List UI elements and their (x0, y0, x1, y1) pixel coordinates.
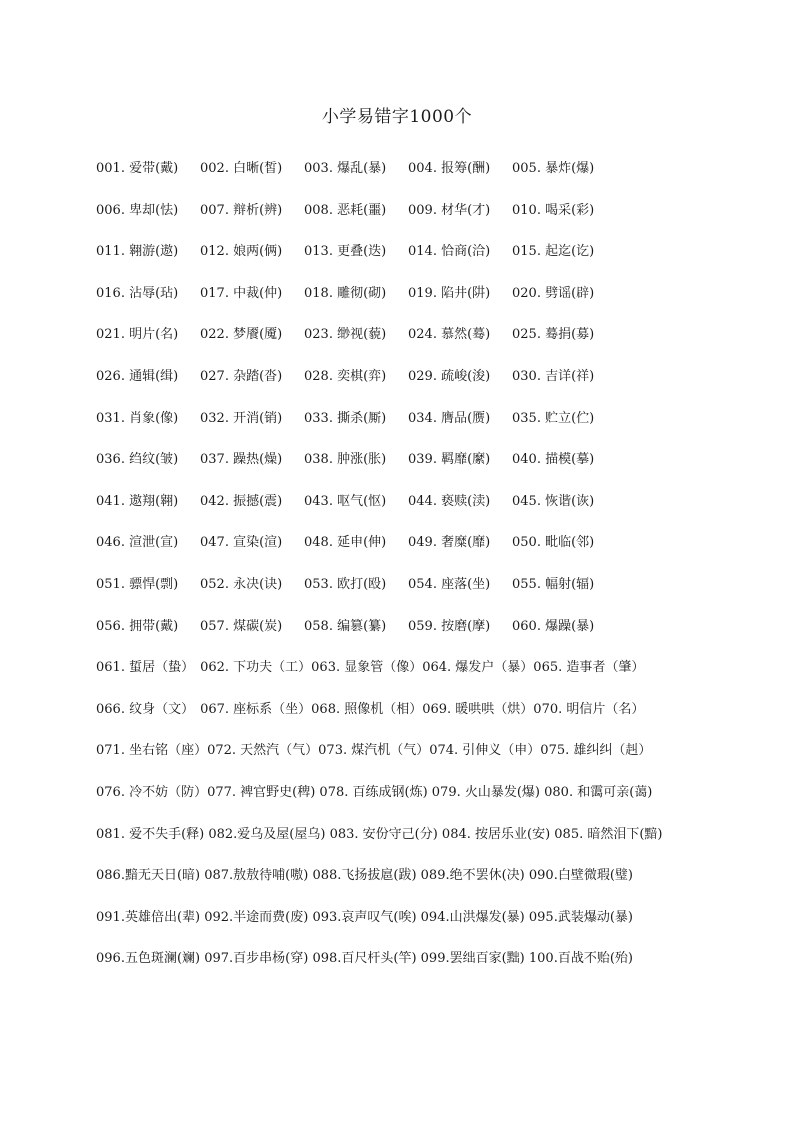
word-entry: 027. 杂踏(沓) (200, 368, 283, 384)
word-entry: 042. 振撼(震) (200, 493, 283, 509)
word-list-row (96, 689, 700, 731)
word-entry: 004. 报筹(酬) (408, 161, 491, 176)
word-list (96, 148, 700, 980)
word-entry: 086.黯无天日(暗) 087.敖敖待哺(嗷) 088.飞扬拔扈(跋) 089.绝不罢休(决) 090.白壁微瑕(璧) (96, 868, 633, 884)
word-entry: 054. 座落(坐) (408, 576, 491, 592)
word-entry: 014. 恰商(洽) (408, 244, 491, 260)
word-entry: 008. 恶耗(噩) (304, 202, 387, 218)
word-entry: 039. 羁靡(縻) (408, 452, 491, 468)
word-entry: 057. 煤碳(炭) (200, 618, 283, 634)
word-entry: 034. 膺品(赝) (408, 410, 491, 426)
word-entry: 060. 爆躁(暴) (512, 618, 595, 634)
word-entry: 015. 起迄(讫) (512, 244, 595, 260)
word-entry: 091.英雄倍出(辈) 092.半途而费(废) 093.哀声叹气(唉) 094.山洪爆发(暴) 095.武装爆动(暴) (96, 909, 633, 925)
word-entry: 025. 蓦捐(募) (512, 327, 595, 343)
word-entry: 081. 爱不失手(释) 082.爱乌及屋(屋乌) 083. 安份守己(分) 084. 按居乐业(安) 085. 暗然泪下(黯) (96, 826, 663, 842)
word-list-row (96, 897, 700, 939)
word-entry: 048. 延申(伸) (304, 535, 387, 551)
word-list-row (96, 148, 700, 190)
word-entry: 028. 奕棋(弈) (304, 368, 387, 384)
word-entry: 018. 雕彻(砌) (304, 285, 387, 301)
word-entry: 002. 白晰(皙) (200, 161, 283, 176)
word-list-row (96, 730, 700, 772)
word-entry: 030. 吉详(祥) (512, 368, 595, 384)
word-entry: 003. 爆乱(暴) (304, 161, 387, 176)
word-entry: 055. 幅射(辐) (512, 576, 595, 592)
word-list-row (96, 231, 700, 273)
word-entry: 051. 骠悍(剽) (96, 576, 179, 592)
word-entry: 066. 纹身（文） (96, 701, 195, 717)
word-entry: 017. 中裁(仲) (200, 285, 283, 301)
word-entry: 046. 渲泄(宣) (96, 535, 179, 551)
word-entry: 040. 描模(摹) (512, 452, 595, 468)
word-entry: 007. 辩析(辨) (200, 202, 283, 218)
word-list-row (96, 772, 700, 814)
word-entry: 062. 下功夫（工）063. 显象管（像）064. 爆发户（暴）065. 造事者（肇） (200, 660, 645, 676)
word-entry: 022. 梦餍(魇) (200, 327, 283, 343)
word-entry: 061. 蜇居（蛰） (96, 660, 195, 676)
word-entry: 032. 开消(销) (200, 410, 283, 426)
word-entry: 010. 喝采(彩) (512, 202, 595, 218)
word-entry: 076. 冷不妨（防）077. 裨官野史(稗) 078. 百练成钢(炼) 079. 火山暴发(爆) 080. 和霭可亲(蔼) (96, 784, 653, 800)
word-entry: 096.五色斑澜(斓) 097.百步串杨(穿) 098.百尺杆头(竿) 099.罢绌百家(黜) 100.百战不贻(殆) (96, 951, 633, 967)
word-entry: 058. 编篡(纂) (304, 618, 387, 634)
word-list-row (96, 522, 700, 564)
word-entry: 045. 恢谐(诙) (512, 493, 595, 509)
word-list-row (96, 481, 700, 523)
word-list-row (96, 606, 700, 648)
word-entry: 044. 亵赎(渎) (408, 493, 491, 509)
word-list-row (96, 814, 700, 856)
word-entry: 005. 暴炸(爆) (512, 161, 595, 176)
word-entry: 012. 娘两(俩) (200, 244, 283, 260)
word-entry: 020. 劈谣(辟) (512, 285, 595, 301)
word-entry: 023. 缈视(藐) (304, 327, 387, 343)
word-entry: 037. 躁热(燥) (200, 452, 283, 468)
word-entry: 024. 慕然(蓦) (408, 327, 491, 343)
word-list-row (96, 273, 700, 315)
word-list-row (96, 647, 700, 689)
word-entry: 056. 拥带(戴) (96, 618, 179, 634)
word-entry: 016. 沾辱(玷) (96, 285, 179, 301)
word-list-row (96, 564, 700, 606)
word-entry: 050. 毗临(邻) (512, 535, 595, 551)
word-entry: 029. 疏峻(浚) (408, 368, 491, 384)
word-entry: 019. 陷井(阱) (408, 285, 491, 301)
word-list-row (96, 398, 700, 440)
word-list-row (96, 314, 700, 356)
word-entry: 049. 奢糜(靡) (408, 535, 491, 551)
word-entry: 038. 肿涨(胀) (304, 452, 387, 468)
word-entry: 067. 座标系（坐）068. 照像机（相）069. 暖哄哄（烘）070. 明信片（名） (200, 701, 645, 717)
word-entry: 021. 明片(名) (96, 327, 179, 343)
word-entry: 026. 通辑(缉) (96, 368, 179, 384)
word-entry: 001. 爱带(戴) (96, 161, 179, 176)
word-list-row (96, 855, 700, 897)
word-entry: 041. 遨翔(翱) (96, 493, 179, 509)
word-entry: 059. 按磨(摩) (408, 618, 491, 634)
word-entry: 047. 宣染(渲) (200, 535, 283, 551)
word-entry: 036. 绉纹(皱) (96, 452, 179, 468)
word-entry: 071. 坐右铭（座）072. 天然汽（气）073. 煤汽机（气）074. 引伸义（申）075. 雄纠纠（赳） (96, 743, 652, 759)
word-entry: 009. 材华(才) (408, 202, 491, 218)
word-entry: 035. 贮立(伫) (512, 410, 595, 426)
word-list-row (96, 190, 700, 232)
word-entry: 006. 卑却(怯) (96, 202, 179, 218)
document-title: 小学易错字1000个 (321, 107, 473, 127)
word-entry: 011. 翱游(遨) (96, 244, 179, 260)
word-entry: 031. 肖象(像) (96, 410, 179, 426)
word-list-row (96, 938, 700, 980)
word-entry: 013. 更叠(迭) (304, 244, 387, 260)
word-entry: 043. 呕气(怄) (304, 493, 387, 509)
word-entry: 052. 永决(诀) (200, 576, 283, 592)
word-entry: 033. 撕杀(厮) (304, 410, 387, 426)
word-entry: 053. 欧打(殴) (304, 576, 387, 592)
word-list-row (96, 439, 700, 481)
word-list-row (96, 356, 700, 398)
